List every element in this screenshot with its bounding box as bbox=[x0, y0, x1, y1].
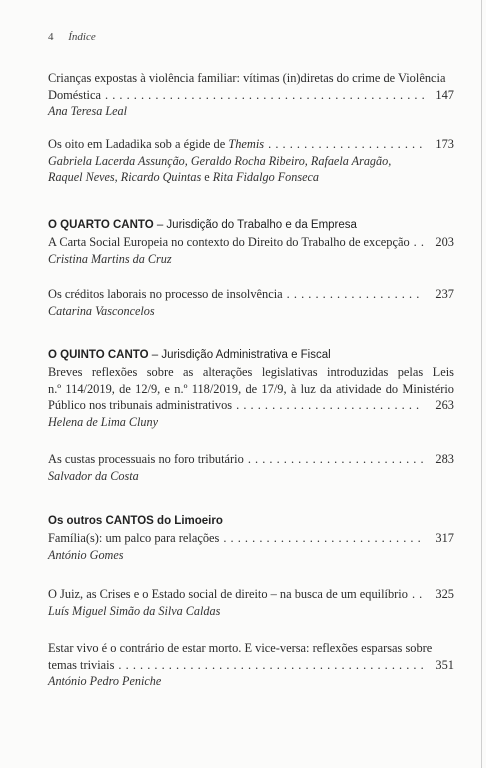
entry-author: Helena de Lima Cluny bbox=[48, 414, 159, 429]
entry-page-number: 351 bbox=[435, 657, 454, 672]
section-heading-outros-cantos bbox=[48, 515, 454, 527]
entry-title-line: Breves reflexões sobre as alterações legislativas introduzidas pelas Leis bbox=[48, 365, 454, 379]
entry-author: Raquel Neves, Ricardo Quintas bbox=[48, 170, 202, 184]
author-conjunction: e bbox=[201, 170, 213, 184]
entry-author: Ana Teresa Leal bbox=[48, 104, 127, 118]
toc-entry-carta-social[interactable] bbox=[48, 234, 454, 267]
entry-title: O Juiz, as Crises e o Estado social de direito – na busca de um equilíbrio bbox=[48, 587, 408, 601]
dot-leader bbox=[236, 397, 424, 414]
entry-title: Família(s): um palco para relações bbox=[48, 531, 220, 545]
toc-entry-familias[interactable] bbox=[48, 530, 454, 563]
dot-leader bbox=[414, 234, 424, 251]
toc-entry-breves-reflexoes[interactable] bbox=[48, 364, 454, 430]
toc-entry-custas-processuais[interactable] bbox=[48, 451, 454, 484]
entry-title-line: Crianças expostas à violência familiar: vítimas (in)diretas do crime de Violência bbox=[48, 71, 446, 85]
entry-title-line: Público nos tribunais administrativos bbox=[48, 398, 233, 412]
dot-leader bbox=[268, 136, 424, 153]
entry-title: A Carta Social Europeia no contexto do Direito do Trabalho de excepção bbox=[48, 235, 410, 249]
dot-leader bbox=[105, 87, 424, 104]
toc-entry-o-juiz[interactable] bbox=[48, 586, 454, 619]
entry-page-number: 173 bbox=[435, 137, 454, 151]
toc-entry-ladadika[interactable] bbox=[48, 136, 454, 186]
entry-title: As custas processuais no foro tributário bbox=[48, 452, 244, 466]
entry-title-line: temas triviais bbox=[48, 657, 115, 672]
entry-author: Luís Miguel Simão da Silva Caldas bbox=[48, 603, 221, 618]
entry-page-number: 147 bbox=[435, 87, 454, 102]
section-heading-quarto-canto bbox=[48, 219, 454, 231]
dot-leader bbox=[223, 530, 424, 547]
entry-title-text: Os oito em Ladadika sob a égide de bbox=[48, 137, 229, 151]
entry-author: Rita Fidalgo Fonseca bbox=[212, 170, 320, 184]
page-edge-rule bbox=[481, 0, 482, 768]
entry-author: António Pedro Peniche bbox=[48, 674, 162, 688]
entry-title-italic: Themis bbox=[228, 137, 265, 151]
section-subtitle: – Jurisdição Administrativa e Fiscal bbox=[148, 349, 331, 361]
entry-page-number: 263 bbox=[435, 398, 454, 412]
entry-page-number: 203 bbox=[435, 235, 454, 249]
entry-title-line: Doméstica bbox=[48, 87, 101, 102]
entry-authors-line: Gabriela Lacerda Assunção, Geraldo Rocha Ribeiro, Rafaela Aragão, bbox=[48, 153, 392, 168]
entry-page-number: 317 bbox=[435, 531, 454, 545]
dot-leader bbox=[118, 657, 424, 674]
entry-author: Cristina Martins da Cruz bbox=[48, 251, 172, 266]
section-title: O QUARTO CANTO bbox=[48, 219, 154, 231]
toc-entry-creditos-laborais[interactable] bbox=[48, 286, 454, 319]
entry-authors-line bbox=[48, 169, 454, 186]
header-title: Índice bbox=[68, 31, 96, 43]
entry-page-number: 325 bbox=[435, 587, 454, 601]
running-header bbox=[48, 31, 96, 43]
entry-page-number: 283 bbox=[435, 452, 454, 466]
dot-leader bbox=[287, 286, 424, 303]
entry-page-number: 237 bbox=[435, 287, 454, 301]
entry-title-line: Estar vivo é o contrário de estar morto. E vice-versa: reflexões esparsas sobre bbox=[48, 641, 433, 655]
page-number: 4 bbox=[48, 31, 54, 43]
entry-title: Os créditos laborais no processo de insolvência bbox=[48, 287, 283, 301]
toc-entry-estar-vivo[interactable] bbox=[48, 640, 454, 690]
entry-author: Salvador da Costa bbox=[48, 468, 139, 483]
section-subtitle: – Jurisdição do Trabalho e da Empresa bbox=[153, 219, 357, 231]
entry-title bbox=[48, 136, 264, 153]
section-title: Os outros CANTOS do Limoeiro bbox=[48, 515, 223, 527]
section-heading-quinto-canto bbox=[48, 349, 454, 361]
dot-leader bbox=[248, 451, 424, 468]
section-title: O QUINTO CANTO bbox=[48, 349, 149, 361]
entry-author: Catarina Vasconcelos bbox=[48, 303, 155, 318]
entry-title-line: n.º 114/2019, de 12/9, e n.º 118/2019, de 17/9, à luz da atividade do Ministério bbox=[48, 381, 454, 396]
dot-leader bbox=[412, 586, 424, 603]
entry-author: António Gomes bbox=[48, 547, 124, 562]
toc-entry-criancas[interactable] bbox=[48, 70, 454, 120]
